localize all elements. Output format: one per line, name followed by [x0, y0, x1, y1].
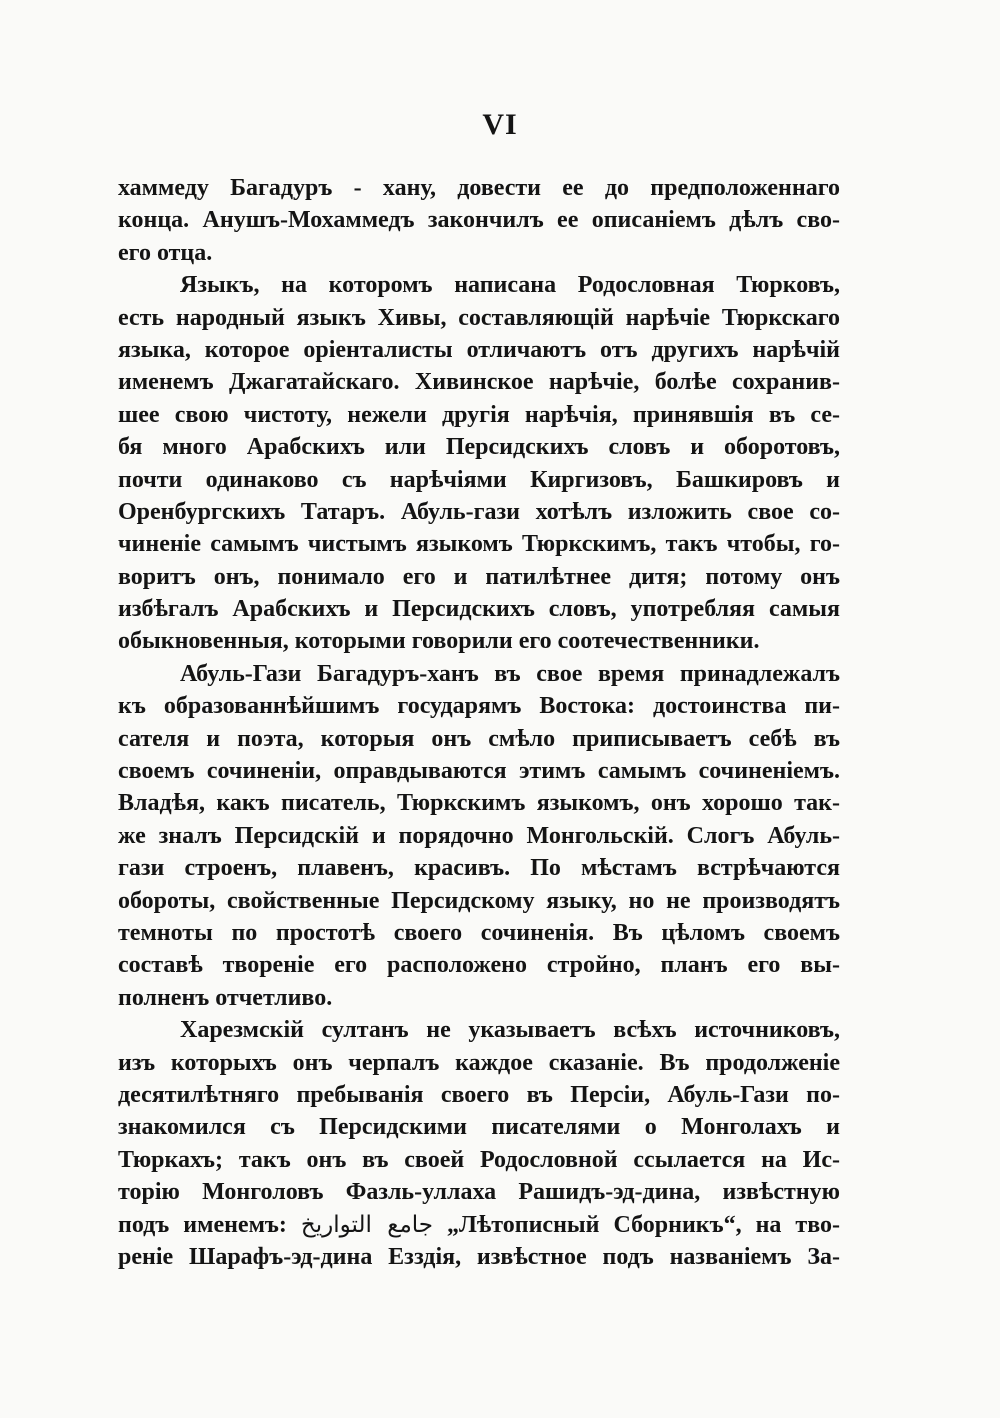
text-line: десятилѣтняго пребыванія своего въ Персіи, Абуль-Гази по-	[118, 1081, 840, 1108]
text-line: шее свою чистоту, нежели другія нарѣчія, принявшія въ се-	[118, 401, 840, 428]
text-line: сателя и поэта, которыя онъ смѣло приписываетъ себѣ въ	[118, 725, 840, 752]
body-text	[118, 172, 840, 1273]
text-line: знакомился съ Персидскими писателями о Монголахъ и	[118, 1114, 840, 1141]
text-line: обыкновенныя, которыми говорили его соотечественники.	[118, 628, 760, 655]
page-number: VI	[482, 108, 518, 141]
text-line: есть народный языкъ Хивы, составляющій нарѣчіе Тюркскаго	[118, 304, 840, 331]
text-line: же зналъ Персидскій и порядочно Монгольскій. Слогъ Абуль-	[118, 822, 840, 849]
text-line: Владѣя, какъ писатель, Тюркскимъ языкомъ, онъ хорошо так-	[118, 790, 840, 817]
text-line: реніе Шарафъ-эд-дина Езздія, извѣстное подъ названіемъ За-	[118, 1243, 840, 1270]
arabic-title: جامع التواريخ	[300, 1211, 433, 1238]
text-line: къ образованнѣйшимъ государямъ Востока: достоинства пи-	[118, 693, 840, 720]
text-line: изъ которыхъ онъ черпалъ каждое сказаніе. Въ продолженіе	[118, 1049, 840, 1076]
text-line: гази строенъ, плавенъ, красивъ. По мѣстамъ встрѣчаются	[118, 855, 840, 882]
text-line: Тюркахъ; такъ онъ въ своей Родословной ссылается на Ис-	[118, 1146, 840, 1173]
text-line: именемъ Джагатайскаго. Хивинское нарѣчіе, болѣе сохранив-	[118, 369, 840, 396]
paragraph-start-line: Языкъ, на которомъ написана Родословная Тюрковъ,	[180, 272, 840, 299]
text-line: почти одинаково съ нарѣчіями Киргизовъ, Башкировъ и	[118, 466, 840, 493]
text-line: составѣ твореніе его расположено стройно, планъ его вы-	[118, 952, 840, 979]
text-line: торію Монголовъ Фазль-уллаха Рашидъ-эд-дина, извѣстную	[118, 1179, 840, 1206]
text-line: языка, которое оріенталисты отличаютъ отъ другихъ нарѣчій	[118, 336, 840, 363]
text-line: конца. Анушъ-Мохаммедъ закончилъ ее описаніемъ дѣлъ сво-	[118, 207, 840, 234]
text-line: избѣгалъ Арабскихъ и Персидскихъ словъ, употребляя самыя	[118, 596, 840, 623]
paragraph-start-line: Абуль-Гази Багадуръ-ханъ въ свое время принадлежалъ	[180, 660, 840, 687]
text-line: Оренбургскихъ Татаръ. Абуль-гази хотѣлъ изложить свое со-	[118, 498, 840, 525]
text-fragment: подъ именемъ:	[118, 1211, 287, 1238]
text-line-with-arabic	[118, 1209, 840, 1241]
text-line: хаммеду Багадуръ - хану, довести ее до предположеннаго	[118, 175, 840, 201]
text-line: полненъ отчетливо.	[118, 984, 333, 1011]
paragraph-start-line: Харезмскій султанъ не указываетъ всѣхъ источниковъ,	[180, 1017, 840, 1044]
text-line: бя много Арабскихъ или Персидскихъ словъ и оборотовъ,	[118, 434, 840, 461]
text-line: темноты по простотѣ своего сочиненія. Въ цѣломъ своемъ	[118, 919, 840, 946]
text-line: обороты, свойственные Персидскому языку, но не производятъ	[118, 887, 840, 914]
text-fragment: „Лѣтописный Сборникъ“, на тво-	[447, 1211, 840, 1238]
text-line: воритъ онъ, понимало его и патилѣтнее дитя; потому онъ	[118, 563, 840, 590]
text-line: чиненіе самымъ чистымъ языкомъ Тюркскимъ, такъ чтобы, го-	[118, 531, 840, 558]
text-line: его отца.	[118, 239, 213, 266]
text-line: своемъ сочиненіи, оправдываются этимъ самымъ сочиненіемъ.	[118, 758, 840, 785]
